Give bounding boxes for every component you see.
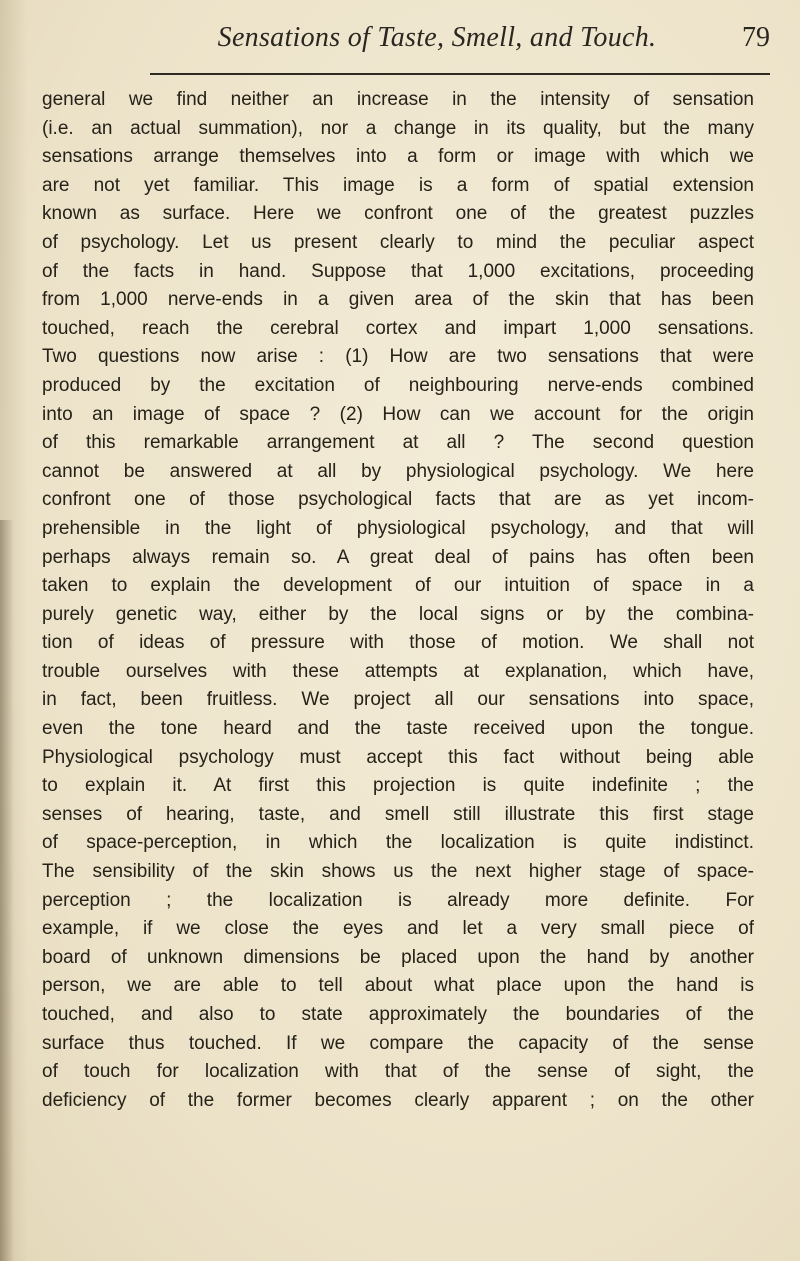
text-line: The sensibility of the skin shows us the next higher stage of space-	[42, 861, 754, 883]
text-line: trouble ourselves with these attempts at explanation, which have,	[42, 660, 754, 682]
text-line: confront one of those psychological facts that are as yet incom-	[42, 489, 754, 511]
text-line: purely genetic way, either by the local signs or by the combina-	[42, 603, 754, 625]
text-line: of the facts in hand. Suppose that 1,000 excitations, proceeding	[42, 260, 754, 282]
text-line: example, if we close the eyes and let a very small piece of	[42, 918, 754, 940]
text-line: touched, reach the cerebral cortex and impart 1,000 sensations.	[42, 317, 754, 339]
text-line: tion of ideas of pressure with those of motion. We shall not	[42, 632, 754, 654]
text-line: produced by the excitation of neighbouring nerve-ends combined	[42, 374, 754, 396]
text-line: of psychology. Let us present clearly to mind the peculiar aspect	[42, 231, 754, 253]
text-line: perhaps always remain so. A great deal of pains has often been	[42, 546, 754, 568]
running-head	[40, 22, 770, 62]
body-text	[42, 86, 754, 1115]
text-line: Two questions now arise : (1) How are two sensations that were	[42, 346, 754, 368]
text-line: even the tone heard and the taste received upon the tongue.	[42, 718, 754, 740]
text-line: prehensible in the light of physiological psychology, and that will	[42, 517, 754, 539]
text-line: person, we are able to tell about what place upon the hand is	[42, 975, 754, 997]
text-line: Physiological psychology must accept this fact without being able	[42, 746, 754, 768]
text-line: deficiency of the former becomes clearly apparent ; on the other	[42, 1089, 754, 1111]
text-line: (i.e. an actual summation), nor a change in its quality, but the many	[42, 117, 754, 139]
text-line: to explain it. At first this projection is quite indefinite ; the	[42, 775, 754, 797]
text-line: sensations arrange themselves into a form or image with which we	[42, 146, 754, 168]
text-line: cannot be answered at all by physiological psychology. We here	[42, 460, 754, 482]
running-head-title: Sensations of Taste, Smell, and Touch.	[217, 22, 657, 53]
text-line: touched, and also to state approximately the boundaries of the	[42, 1004, 754, 1025]
text-line: of this remarkable arrangement at all ? The second question	[42, 432, 754, 454]
text-line: into an image of space ? (2) How can we account for the origin	[42, 403, 754, 425]
text-line: in fact, been fruitless. We project all our sensations into space,	[42, 689, 754, 711]
text-line: surface thus touched. If we compare the capacity of the sense	[42, 1032, 754, 1054]
text-line: board of unknown dimensions be placed upon the hand by another	[42, 946, 754, 968]
page-number: 79	[742, 22, 770, 53]
text-line: are not yet familiar. This image is a form of spatial extension	[42, 174, 754, 196]
text-line: senses of hearing, taste, and smell still illustrate this first stage	[42, 803, 754, 825]
text-line: general we find neither an increase in the intensity of sensation	[42, 89, 754, 110]
text-line: of space-perception, in which the localization is quite indistinct.	[42, 832, 754, 854]
text-line: perception ; the localization is already more definite. For	[42, 889, 754, 911]
header-rule	[150, 73, 770, 75]
text-line: taken to explain the development of our intuition of space in a	[42, 575, 754, 597]
text-line: known as surface. Here we confront one of the greatest puzzles	[42, 203, 754, 225]
text-line: from 1,000 nerve-ends in a given area of the skin that has been	[42, 289, 754, 311]
binding-shadow	[0, 520, 14, 1261]
text-line: of touch for localization with that of the sense of sight, the	[42, 1061, 754, 1083]
